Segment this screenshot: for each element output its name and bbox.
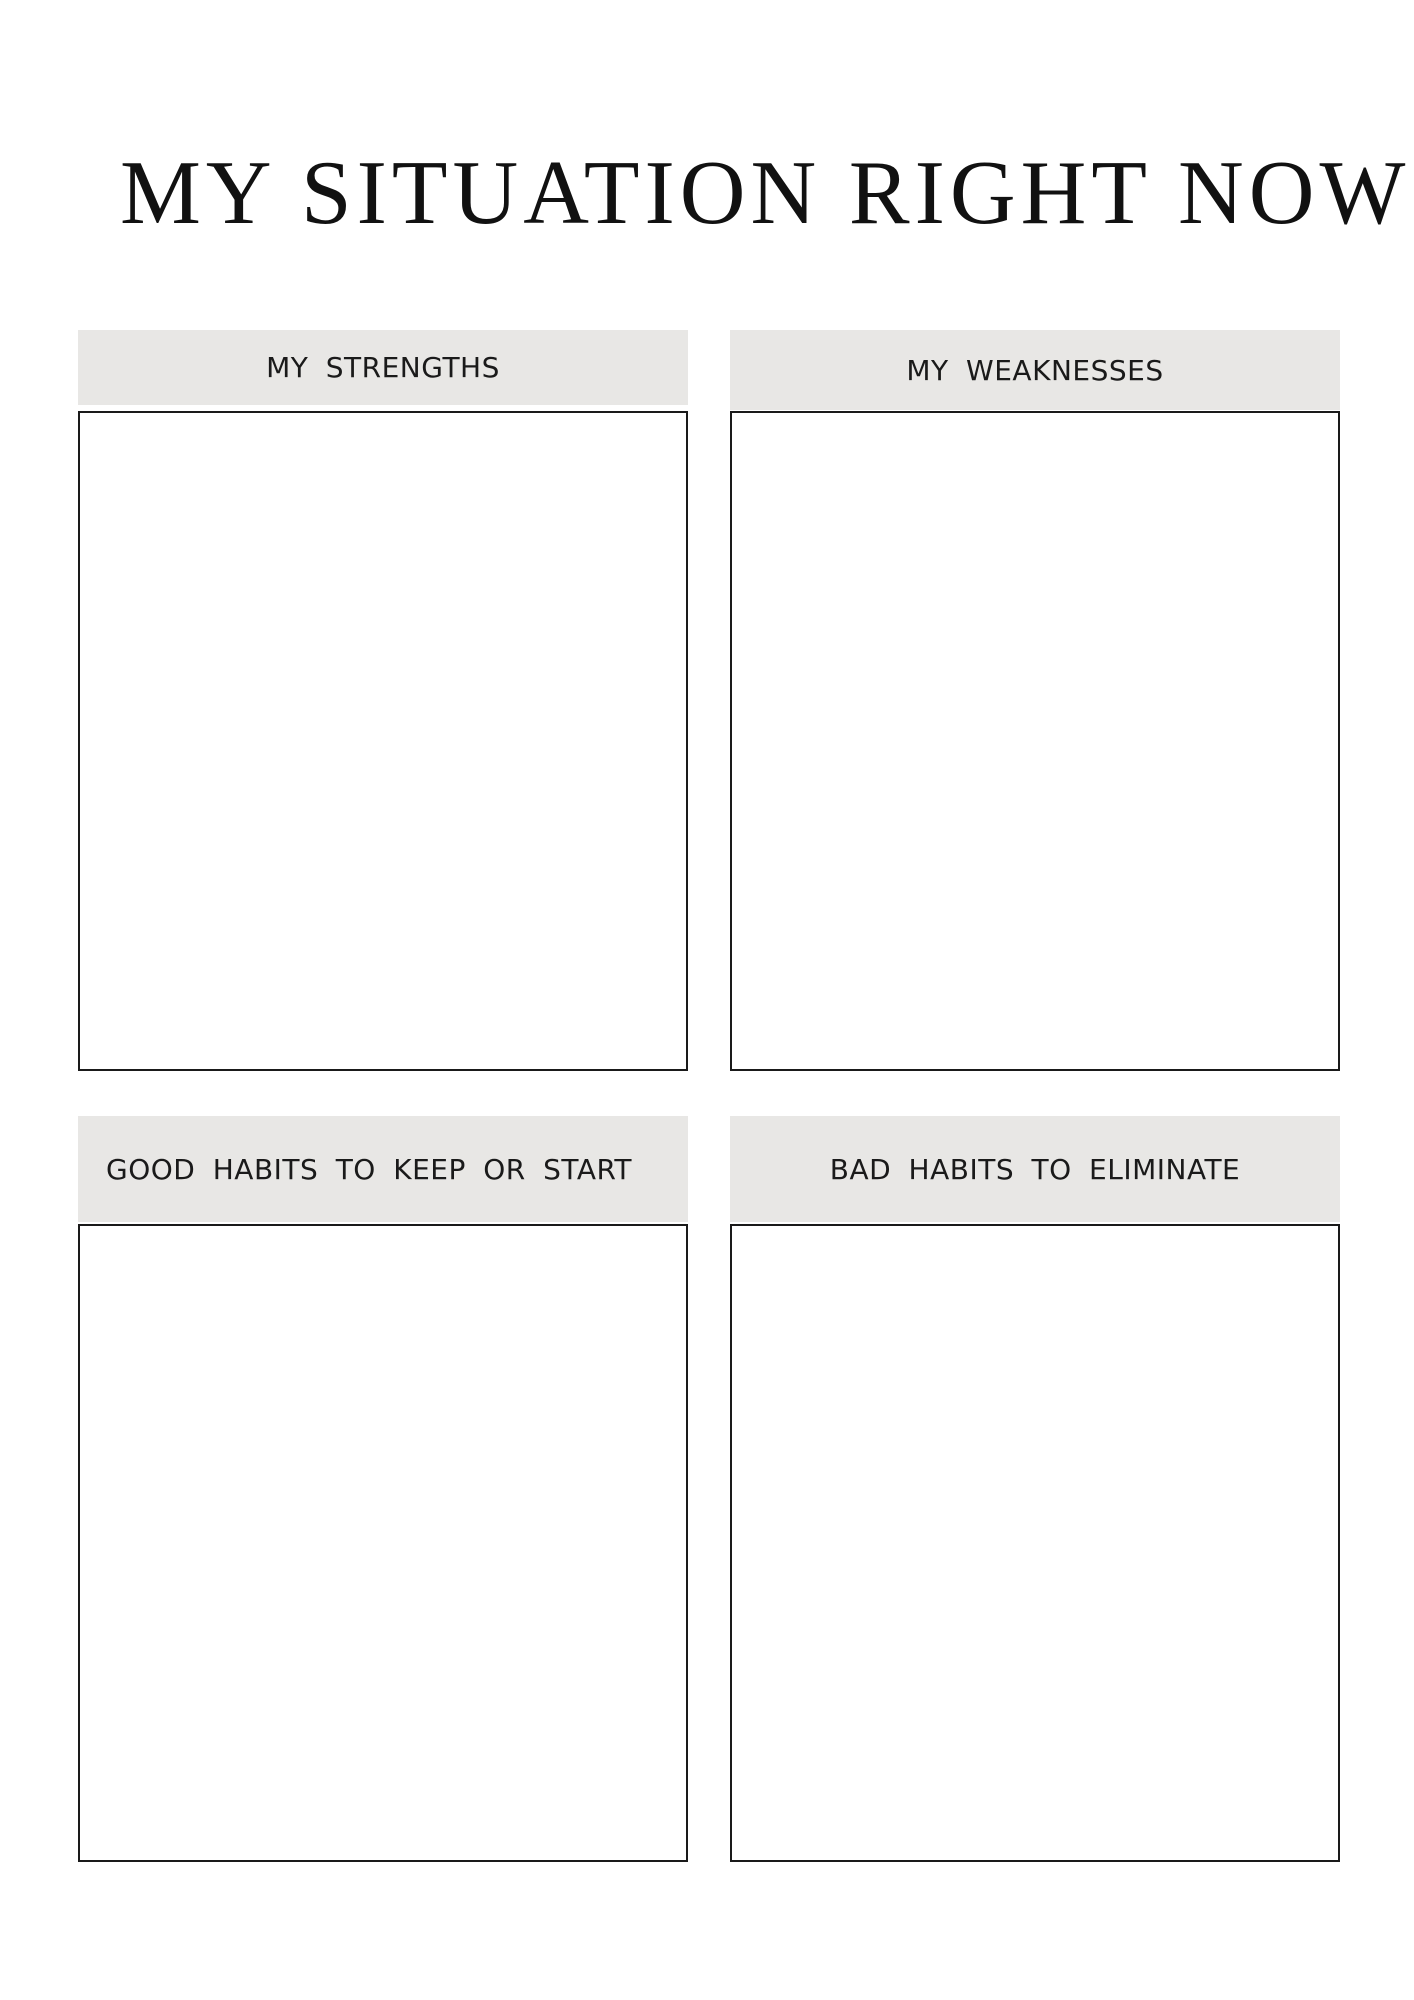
bad-habits-header <box>730 1116 1340 1222</box>
strengths-writing-area[interactable] <box>78 411 688 1071</box>
good-habits-header-label: GOOD HABITS TO KEEP OR START <box>106 1152 633 1186</box>
weaknesses-header-label: MY WEAKNESSES <box>906 353 1164 387</box>
weaknesses-writing-area[interactable] <box>730 411 1340 1071</box>
bad-habits-writing-area[interactable] <box>730 1224 1340 1862</box>
strengths-header <box>78 330 688 405</box>
good-habits-header <box>78 1116 688 1222</box>
weaknesses-header <box>730 330 1340 410</box>
strengths-header-label: MY STRENGTHS <box>266 351 500 384</box>
bad-habits-header-label: BAD HABITS TO ELIMINATE <box>829 1152 1241 1186</box>
good-habits-writing-area[interactable] <box>78 1224 688 1862</box>
page-title: MY SITUATION RIGHT NOW <box>120 142 1411 243</box>
